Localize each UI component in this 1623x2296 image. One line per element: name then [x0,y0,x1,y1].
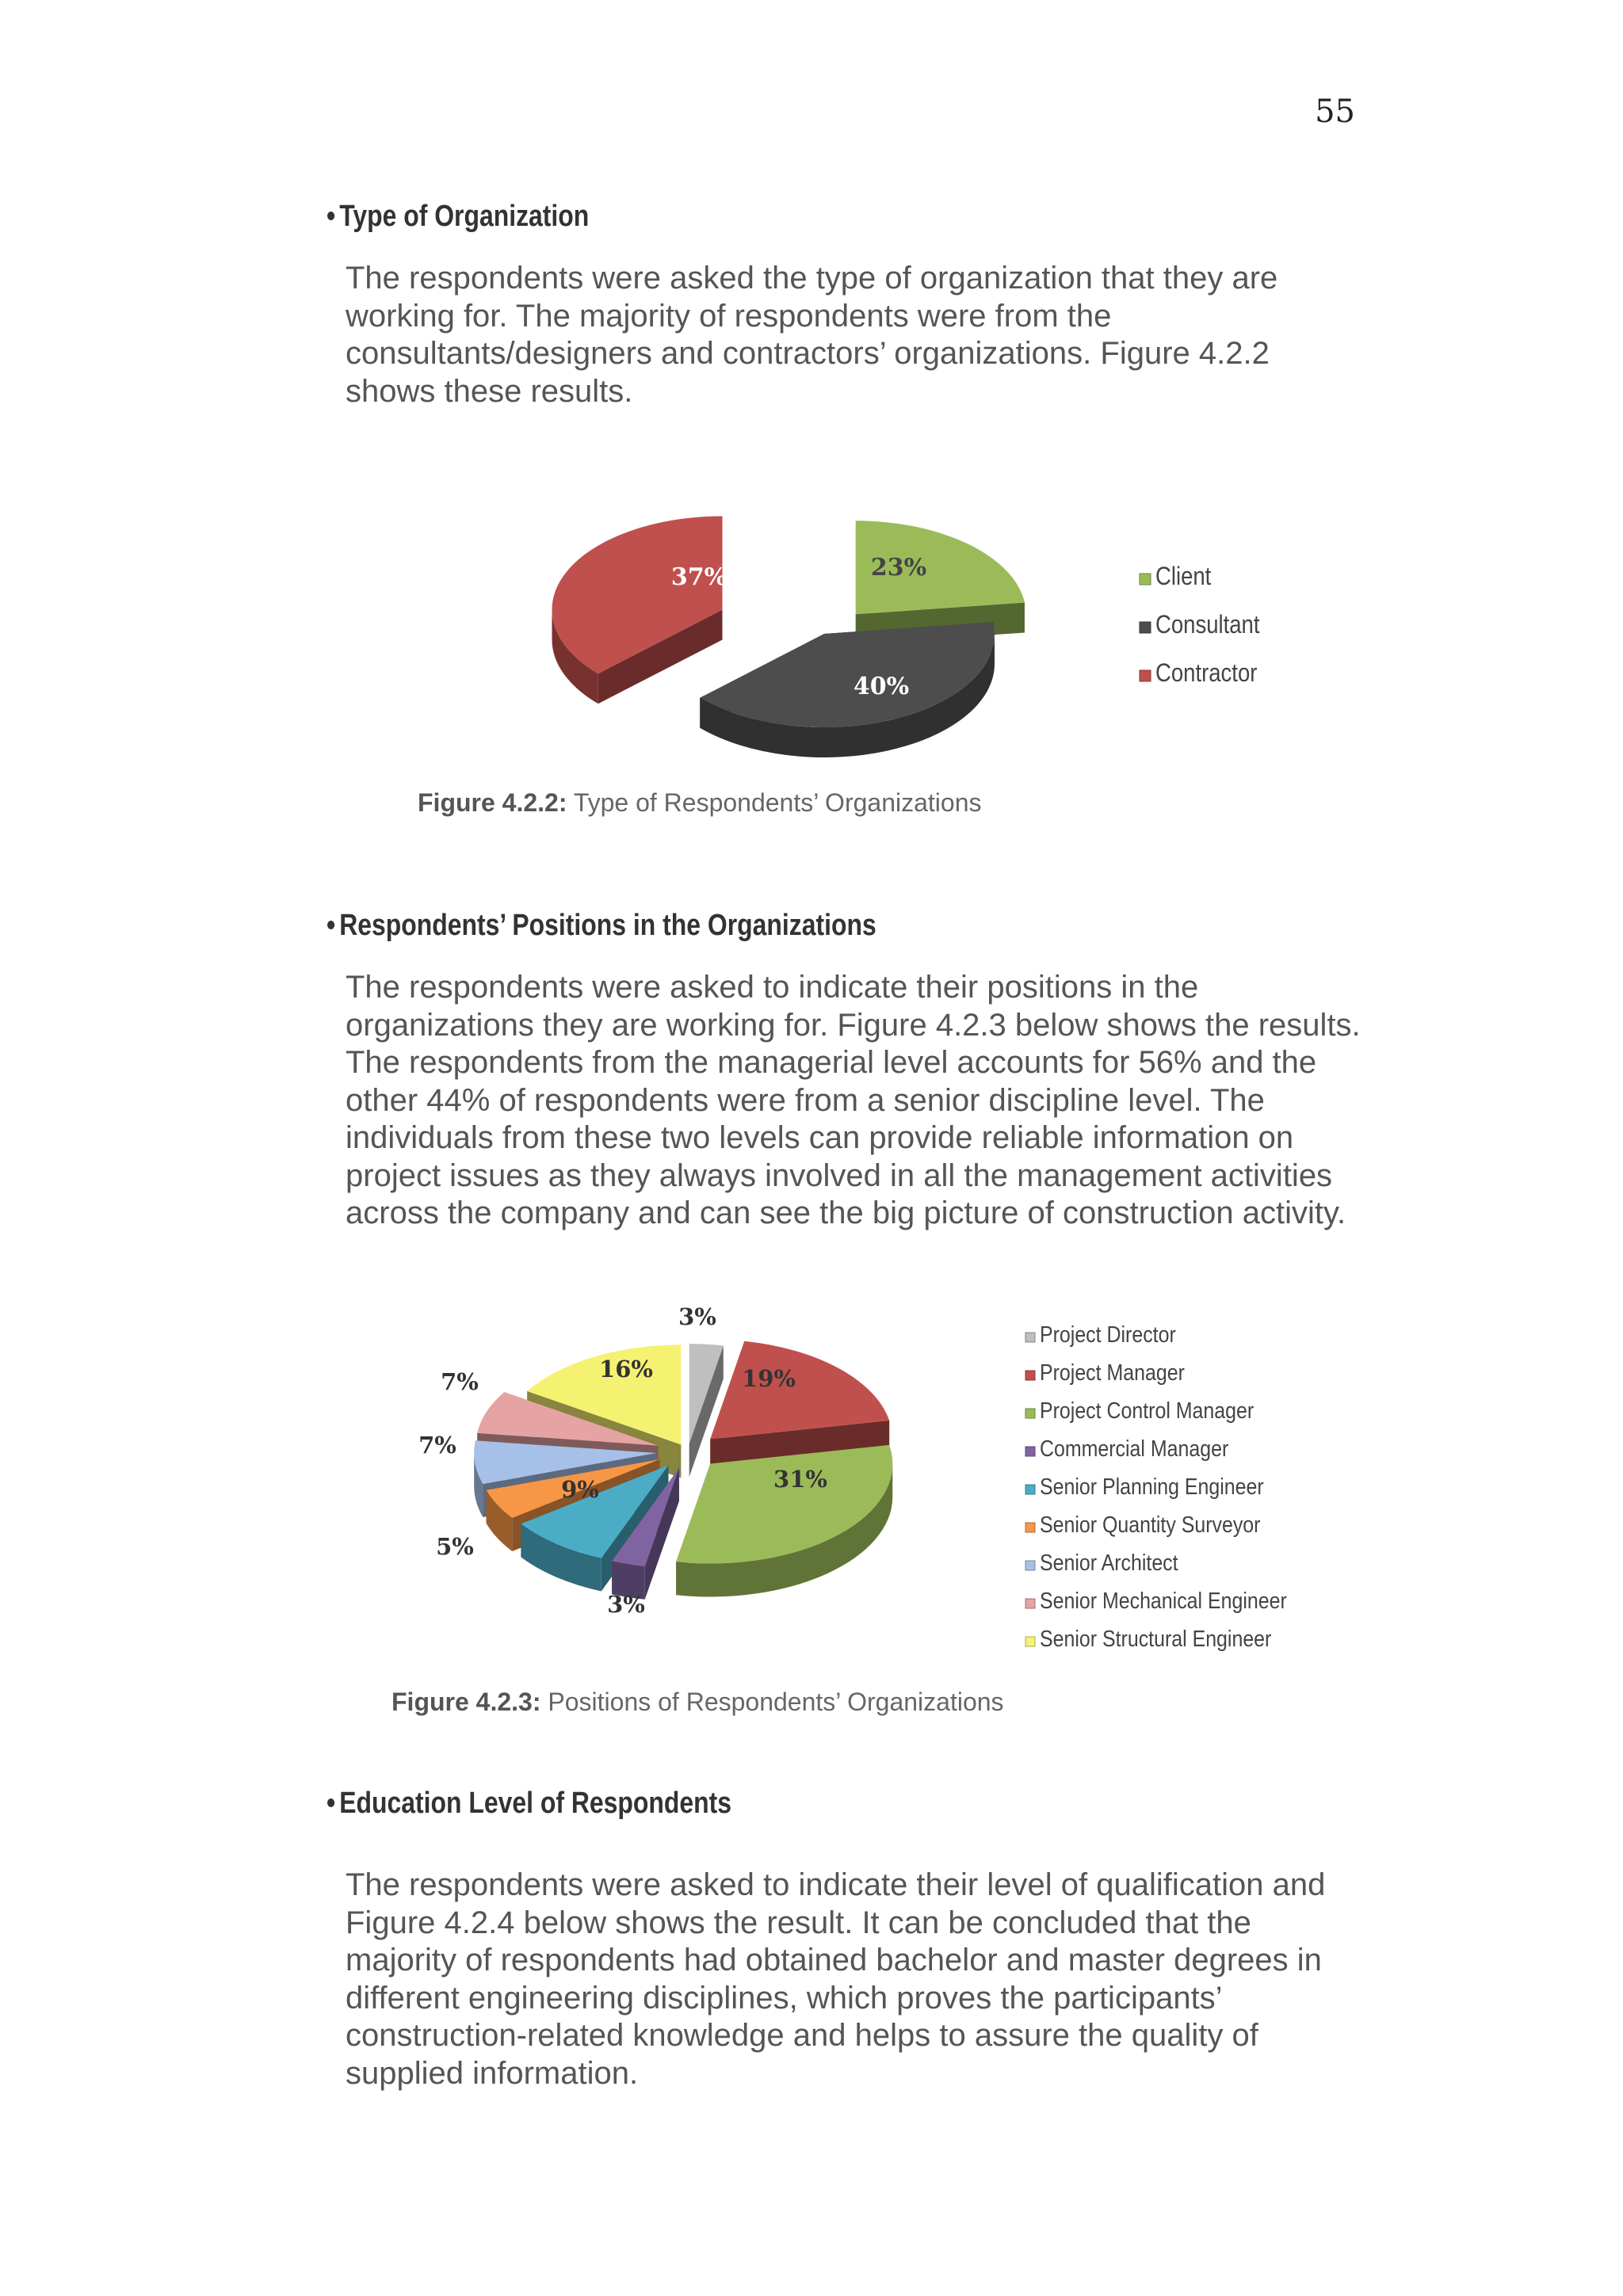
legend-swatch [1025,1637,1035,1646]
legend-entry: Commercial Manager [1039,1436,1229,1462]
legend-swatch [1025,1485,1035,1494]
section-heading-text: Type of Organization [339,200,590,233]
legend-entry: Senior Mechanical Engineer [1039,1588,1287,1614]
paragraph-line: project issues as they always involved in all the management activities [346,1158,1333,1193]
paragraph-line: working for. The majority of respondents were from the [346,298,1112,334]
data-label: 23% [870,554,927,582]
figure-caption-text: Type of Respondents’ Organizations [567,788,982,817]
legend-entry: Senior Planning Engineer [1039,1474,1264,1500]
data-label: 40% [853,673,910,700]
data-label: 16% [599,1356,653,1383]
paragraph-line: The respondents were asked to indicate their positions in the [346,970,1199,1005]
paragraph-line: Figure 4.2.4 below shows the result. It can be concluded that the [346,1905,1251,1940]
figure-caption-4-2-3 [391,1688,1004,1717]
legend-swatch [1025,1523,1035,1532]
paragraph-line: The respondents from the managerial level accounts for 56% and the [346,1045,1317,1080]
paragraph-line: construction-related knowledge and helps to assure the quality of [346,2018,1258,2053]
legend-entry: Senior Quantity Surveyor [1039,1512,1261,1538]
legend-entry: Senior Structural Engineer [1039,1626,1272,1652]
section-heading-education-level [327,1787,731,1821]
section-heading-text: Respondents’ Positions in the Organizations [339,909,876,942]
legend-entry: Project Manager [1039,1360,1185,1386]
figure-caption-label: Figure 4.2.2: [418,788,567,817]
legend-swatch [1025,1599,1035,1608]
paragraph-line: individuals from these two levels can provide reliable information on [346,1120,1294,1155]
legend-entry: Client [1155,563,1212,591]
data-label: 9% [561,1476,599,1503]
paragraph-line: supplied information. [346,2055,639,2091]
legend-swatch [1025,1561,1035,1570]
paragraph-line: shows these results. [346,373,633,409]
paragraph-line: The respondents were asked the type of organization that they are [346,261,1278,296]
data-label: 19% [742,1365,796,1392]
legend-swatch [1025,1409,1035,1418]
section-paragraph-education-level [346,1867,1407,2092]
data-label: 31% [773,1466,827,1493]
paragraph-line: majority of respondents had obtained bachelor and master degrees in [346,1943,1322,1978]
legend-swatch [1025,1333,1035,1342]
paragraph-line: different engineering disciplines, which proves the participants’ [346,1980,1223,2016]
legend-entry: Project Director [1039,1322,1176,1348]
paragraph-line: consultants/designers and contractors’ organizations. Figure 4.2.2 [346,336,1270,371]
paragraph-line: The respondents were asked to indicate their level of qualification and [346,1867,1326,1902]
bullet-icon: • [327,909,336,942]
legend-swatch [1025,1447,1035,1456]
data-label: 3% [678,1303,716,1330]
legend-swatch [1025,1371,1035,1380]
data-label: 7% [441,1368,479,1395]
data-label: 3% [607,1591,645,1618]
bullet-icon: • [327,1787,336,1820]
data-label: 7% [418,1432,456,1459]
bullet-icon: • [327,200,336,233]
data-label: 37% [670,563,727,591]
page-number: 55 [1315,93,1355,130]
legend-entry: Senior Architect [1039,1550,1178,1576]
section-heading-text: Education Level of Respondents [339,1787,732,1820]
paragraph-line: other 44% of respondents were from a senior discipline level. The [346,1082,1265,1118]
paragraph-line: across the company and can see the big picture of construction activity. [346,1196,1346,1230]
paragraph-line: organizations they are working for. Figure 4.2.3 below shows the results. [346,1007,1361,1043]
figure-caption-label: Figure 4.2.3: [391,1688,541,1716]
data-label: 5% [436,1533,474,1560]
legend-entry: Contractor [1155,659,1258,688]
legend-entry: Consultant [1155,611,1260,639]
figure-caption-text: Positions of Respondents’ Organizations [540,1688,1004,1716]
legend-entry: Project Control Manager [1039,1398,1254,1424]
